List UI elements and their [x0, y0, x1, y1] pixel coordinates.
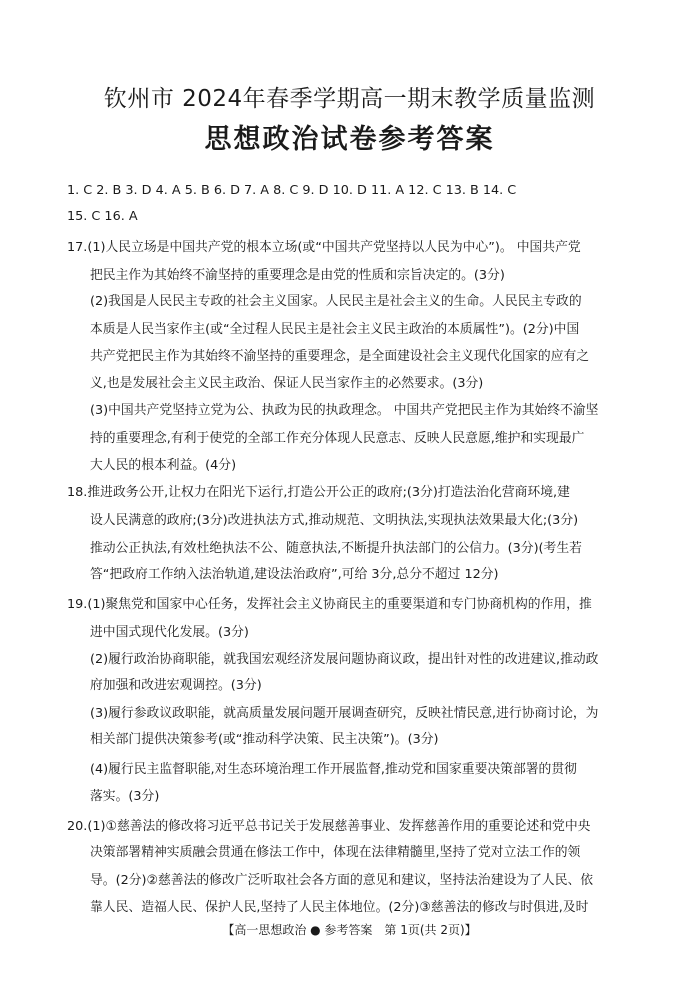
- q17-line-8: 持的重要理念,有利于使党的全部工作充分体现人民意志、反映人民意愿,维护和实现最广: [90, 431, 585, 446]
- q19-line-5: (3)履行参政议政职能，就高质量发展问题开展调查研究，反映社情民意,进行协商讨论，为: [90, 706, 599, 721]
- page-footer: 【高一思想政治 ● 参考答案 第 1页(共 2页)】: [222, 923, 477, 937]
- exam-title: 钦州市 2024年春季学期高一期末教学质量监测: [103, 86, 596, 112]
- q17-line-7: (3)中国共产党坚持立党为公、执政为民的执政理念。 中国共产党把民主作为其始终不渝坚: [90, 403, 599, 418]
- q18-line-2: 设人民满意的政府;(3分)改进执法方式,推动规范、文明执法,实现执法效果最大化;(3分): [90, 513, 579, 528]
- q17-line-4: 本质是人民当家作主(或“全过程人民民主是社会主义民主政治的本质属性”)。(2分)中国: [90, 322, 580, 337]
- q17-line-1: 17.(1)人民立场是中国共产党的根本立场(或“中国共产党坚持以人民为中心”)。 中国共产党: [67, 240, 581, 255]
- q19-line-3: (2)履行政治协商职能，就我国宏观经济发展问题协商议政，提出针对性的改进建议,推动政: [90, 652, 599, 667]
- choice-answers-line-1: 1. C 2. B 3. D 4. A 5. B 6. D 7. A 8. C 9. D 10. D 11. A 12. C 13. B 14. C: [67, 183, 517, 198]
- q18-line-4: 答“把政府工作纳入法治轨道,建设法治政府”,可给 3分,总分不超过 12分): [90, 567, 499, 582]
- q19-line-8: 落实。(3分): [90, 789, 160, 804]
- choice-answers-line-2: 15. C 16. A: [67, 209, 138, 224]
- q17-line-5: 共产党把民主作为其始终不渝坚持的重要理念，是全面建设社会主义现代化国家的应有之: [90, 349, 590, 364]
- q17-line-9: 大人民的根本利益。(4分): [90, 458, 237, 473]
- q17-line-2: 把民主作为其始终不渝坚持的重要理念是由党的性质和宗旨决定的。(3分): [90, 268, 505, 283]
- q19-line-1: 19.(1)聚焦党和国家中心任务，发挥社会主义协商民主的重要渠道和专门协商机构的作用，推: [67, 597, 592, 612]
- q20-line-1: 20.(1)①慈善法的修改将习近平总书记关于发展慈善事业、发挥慈善作用的重要论述和党中央: [67, 819, 591, 834]
- q20-line-3: 导。(2分)②慈善法的修改广泛听取社会各方面的意见和建议，坚持法治建设为了人民、依: [90, 873, 594, 888]
- q18-line-3: 推动公正执法,有效杜绝执法不公、随意执法,不断提升执法部门的公信力。(3分)(考生若: [90, 541, 582, 556]
- q20-line-4: 靠人民、造福人民、保护人民,坚持了人民主体地位。(2分)③慈善法的修改与时俱进,及时: [90, 900, 589, 915]
- q17-line-3: (2)我国是人民民主专政的社会主义国家。人民民主是社会主义的生命。人民民主专政的: [90, 294, 582, 309]
- exam-subtitle: 思想政治试卷参考答案: [204, 124, 495, 155]
- q20-line-2: 决策部署精神实质融会贯通在修法工作中，体现在法律精髓里,坚持了党对立法工作的领: [90, 845, 581, 860]
- q17-line-6: 义,也是发展社会主义民主政治、保证人民当家作主的必然要求。(3分): [90, 376, 484, 391]
- q19-line-6: 相关部门提供决策参考(或“推动科学决策、民主决策”)。(3分): [90, 732, 439, 747]
- q18-line-1: 18.推进政务公开,让权力在阳光下运行,打造公开公正的政府;(3分)打造法治化营商环境,建: [67, 485, 570, 500]
- q19-line-4: 府加强和改进宏观调控。(3分): [90, 678, 262, 693]
- q19-line-7: (4)履行民主监督职能,对生态环境治理工作开展监督,推动党和国家重要决策部署的贯彻: [90, 762, 577, 777]
- q19-line-2: 进中国式现代化发展。(3分): [90, 625, 249, 640]
